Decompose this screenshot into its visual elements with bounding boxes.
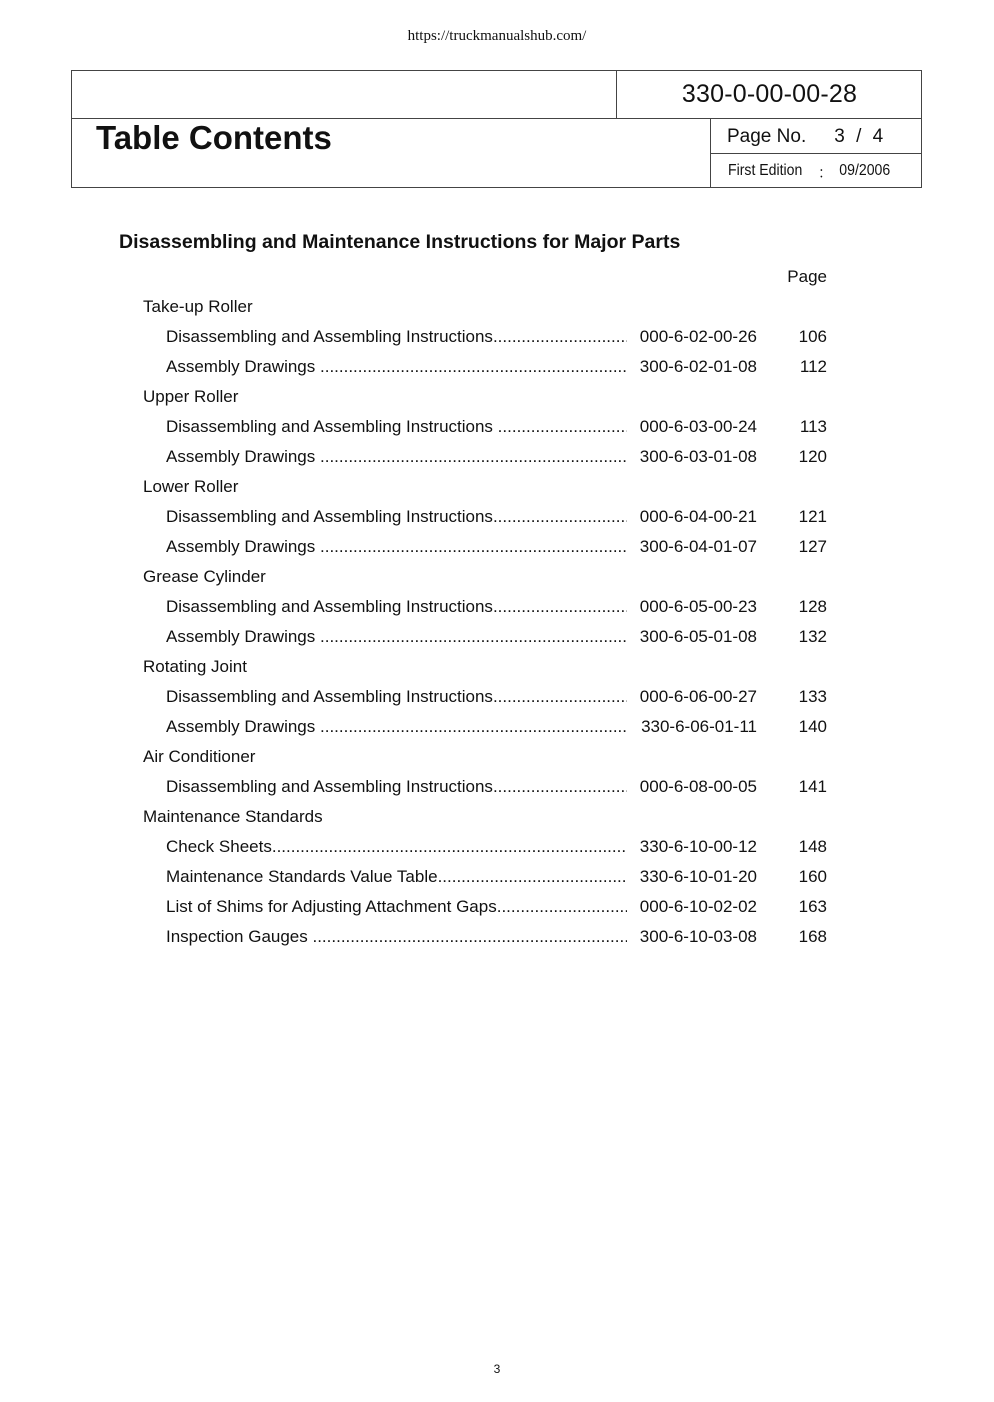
toc-entry-title: Disassembling and Assembling Instructions ..... [166,685,627,709]
toc-group-heading: Rotating Joint [143,657,247,676]
toc-entry-doc-code: 000-6-02-00-26 [627,325,757,349]
toc-group-heading: Air Conditioner [143,747,256,766]
toc-entry-title: Assembly Drawings ..... [166,535,627,559]
toc-entry-doc-code: 000-6-05-00-23 [627,595,757,619]
toc-group-heading: Upper Roller [143,387,239,406]
toc-entry-title: Disassembling and Assembling Instructions ..... [166,415,627,439]
toc-entry-doc-code: 000-6-08-00-05 [627,775,757,799]
toc-entry-page: 113 [799,417,827,436]
toc-entry[interactable] [0,775,994,805]
toc-entry-doc-code: 300-6-04-01-07 [627,535,757,559]
toc-entry[interactable] [0,445,994,475]
toc-entry-title: Check Sheets ..... [166,835,627,859]
page-title: Table Contents [96,119,332,156]
document-header-box [71,70,922,188]
toc-entry-title: Disassembling and Assembling Instructions ..... [166,595,627,619]
toc-entry-title: Assembly Drawings ..... [166,355,627,379]
toc-entry-page: 112 [799,357,827,376]
page-number-label: Page No. [727,125,807,147]
toc-entry[interactable] [0,925,994,955]
toc-entry-title: Assembly Drawings ..... [166,625,627,649]
toc-group-heading: Lower Roller [143,477,239,496]
edition-separator: ： [818,164,833,182]
toc-entry-doc-code: 300-6-05-01-08 [627,625,757,649]
toc-entry-page: 121 [798,507,827,526]
toc-entry-doc-code: 000-6-04-00-21 [627,505,757,529]
toc-entry-doc-code: 300-6-10-03-08 [627,925,757,949]
page-number-cell [727,119,917,154]
edition-cell [728,154,895,188]
edition-label: First Edition [728,162,803,179]
toc-entry-doc-code: 330-6-06-01-11 [627,715,757,739]
page-number-value: 3 / 4 [834,125,884,147]
toc-entry-page: 148 [798,837,827,856]
toc-entry-page: 163 [798,897,827,916]
toc-entry-doc-code: 330-6-10-01-20 [627,865,757,889]
toc-group-heading: Maintenance Standards [143,807,323,826]
toc-entry[interactable] [0,355,994,385]
toc-entry[interactable] [0,505,994,535]
toc-entry-title: Disassembling and Assembling Instructions ..... [166,505,627,529]
toc-entry[interactable] [0,685,994,715]
toc-entry[interactable] [0,325,994,355]
toc-entry-title: Disassembling and Assembling Instructions ..... [166,775,627,799]
toc-entry[interactable] [0,535,994,565]
toc-entry-page: 106 [798,327,827,346]
toc-entry-doc-code: 000-6-10-02-02 [627,895,757,919]
toc-entry-doc-code: 000-6-06-00-27 [627,685,757,709]
toc-entry[interactable] [0,415,994,445]
page-column-header: Page [787,267,827,286]
toc-entry-page: 168 [798,927,827,946]
toc-entry-page: 141 [798,777,827,796]
edition-value: 09/2006 [839,162,891,179]
toc-entry-title: List of Shims for Adjusting Attachment Gaps ..... [166,895,627,919]
toc-entry-page: 133 [798,687,827,706]
toc-entry[interactable] [0,625,994,655]
footer-page-number: 3 [493,1362,501,1376]
toc-entry-title: Maintenance Standards Value Table ..... [166,865,627,889]
toc-entry[interactable] [0,715,994,745]
toc-group-heading: Take-up Roller [143,297,253,316]
toc-entry-title: Inspection Gauges ..... [166,925,627,949]
toc-entry-doc-code: 330-6-10-00-12 [627,835,757,859]
toc-group-heading: Grease Cylinder [143,567,266,586]
toc-entry-doc-code: 300-6-02-01-08 [627,355,757,379]
toc-entry-page: 140 [798,717,827,736]
toc-entry-page: 160 [798,867,827,886]
table-of-contents [0,295,994,955]
toc-entry-page: 120 [798,447,827,466]
source-url: https://truckmanualshub.com/ [407,28,587,44]
toc-entry-page: 127 [798,537,827,556]
toc-entry[interactable] [0,595,994,625]
toc-entry-doc-code: 000-6-03-00-24 [627,415,757,439]
toc-entry-title: Assembly Drawings ..... [166,715,627,739]
toc-entry[interactable] [0,865,994,895]
toc-entry-page: 128 [798,597,827,616]
toc-entry-title: Assembly Drawings ..... [166,445,627,469]
toc-entry-title: Disassembling and Assembling Instructions ..... [166,325,627,349]
toc-entry-page: 132 [798,627,827,646]
toc-entry-doc-code: 300-6-03-01-08 [627,445,757,469]
section-title: Disassembling and Maintenance Instructions for Major Parts [119,231,681,253]
toc-entry[interactable] [0,895,994,925]
document-code: 330-0-00-00-28 [681,80,858,108]
toc-entry[interactable] [0,835,994,865]
